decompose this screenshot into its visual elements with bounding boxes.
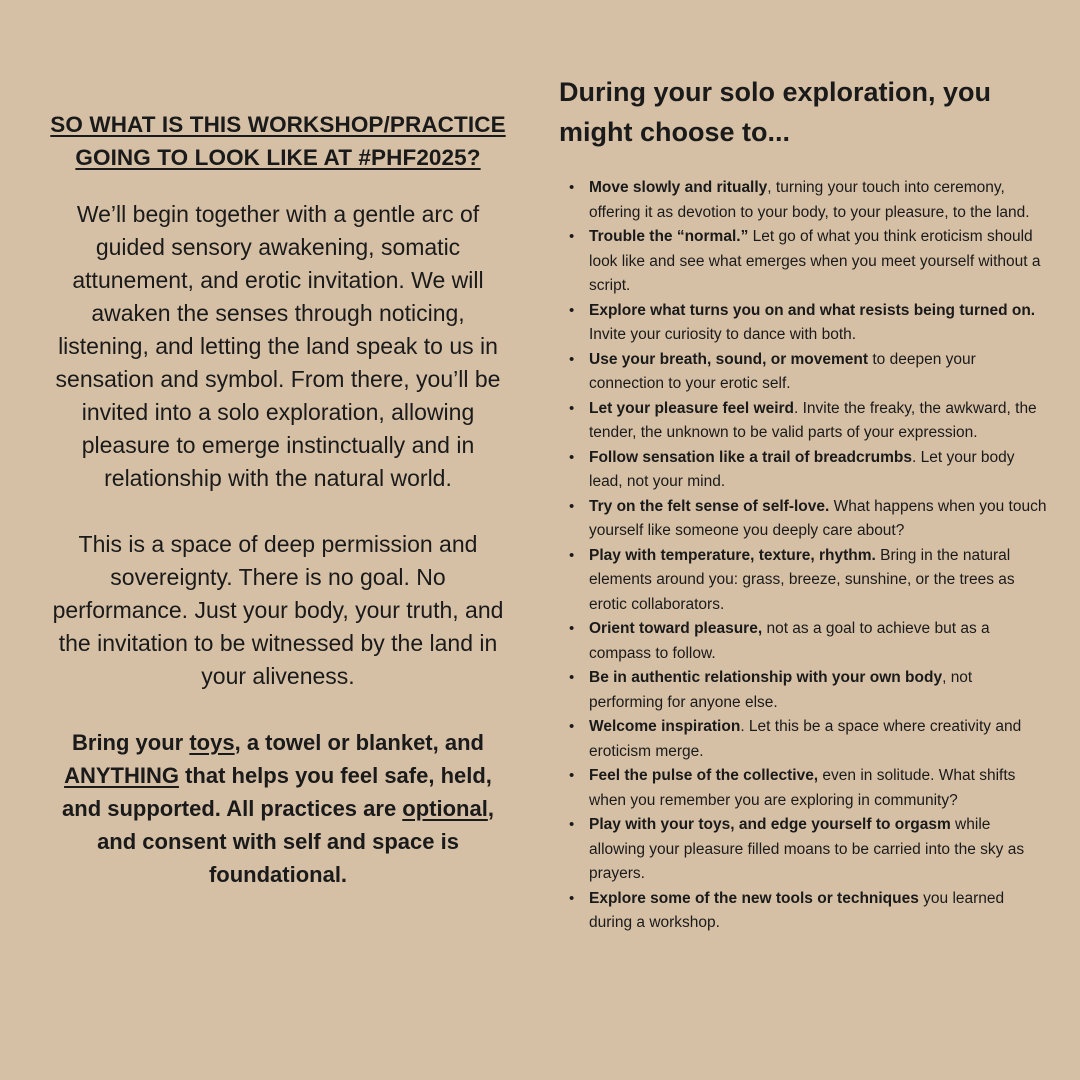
bring-text-3: that helps you feel safe, held, and supported. All practices are bbox=[62, 763, 492, 821]
list-item-bold: Explore what turns you on and what resists being turned on. bbox=[589, 301, 1036, 319]
list-item-bold: Explore some of the new tools or techniques bbox=[589, 889, 919, 907]
section-heading: SO WHAT IS THIS WORKSHOP/PRACTICE GOING TO LOOK LIKE AT #PHF2025? bbox=[50, 112, 506, 170]
list-item-text: to deepen your connection to your erotic self. bbox=[589, 350, 976, 392]
list-item-bold: Let your pleasure feel weird bbox=[589, 399, 795, 417]
list-item-bold: Use your breath, sound, or movement bbox=[589, 350, 869, 368]
list-item-text: Bring in the natural elements around you: grass, breeze, sunshine, or the trees as erotic collaborators. bbox=[589, 546, 1015, 613]
list-item-bold: Orient toward pleasure, bbox=[589, 620, 763, 637]
bring-text-2: , a towel or blanket, and bbox=[234, 730, 484, 755]
list-item-text: Let go of what you think eroticism should look like and see what emerges when you meet yourself without a script. bbox=[589, 228, 1041, 294]
list-item bbox=[559, 544, 1049, 618]
list-item-bold: Follow sensation like a trail of breadcrumbs bbox=[589, 448, 912, 466]
bring-underlined-toys: toys bbox=[189, 730, 235, 755]
right-column bbox=[559, 72, 1049, 936]
list-item-bold: Welcome inspiration bbox=[589, 718, 741, 735]
bullet-icon: • bbox=[569, 816, 575, 833]
bullet-icon: • bbox=[569, 399, 575, 417]
list-item bbox=[559, 764, 1049, 813]
list-item-bold: Be in authentic relationship with your own body bbox=[589, 669, 943, 686]
list-item-text: , not performing for anyone else. bbox=[589, 669, 973, 711]
list-item-bold: Move slowly and ritually bbox=[589, 179, 768, 196]
bullet-icon: • bbox=[569, 497, 575, 515]
list-item-text: . Let this be a space where creativity and eroticism merge. bbox=[589, 718, 1022, 760]
list-item-text: not as a goal to achieve but as a compass to follow. bbox=[589, 620, 990, 662]
list-item bbox=[559, 813, 1049, 887]
list-item bbox=[559, 348, 1049, 397]
list-item bbox=[559, 617, 1049, 666]
bullet-icon: • bbox=[569, 669, 575, 686]
intro-paragraph: We’ll begin together with a gentle arc of guided sensory awakening, somatic attunement, and erotic invitation. We will awaken the senses through noticing, listening, and letting the land speak to us in sensation and symbol. From there, you’ll be invited into a solo exploration, allowing pleasure to emerge instinctually and in relationship with the natural world. bbox=[55, 201, 501, 491]
bullet-icon: • bbox=[569, 301, 575, 319]
list-item-text: while allowing your pleasure filled moans to be carried into the sky as prayers. bbox=[589, 816, 1025, 882]
list-item bbox=[559, 666, 1049, 715]
list-item-text: . Let your body lead, not your mind. bbox=[589, 448, 1015, 490]
bullet-icon: • bbox=[569, 767, 575, 784]
list-item-bold: Feel the pulse of the collective, bbox=[589, 767, 819, 784]
list-item bbox=[559, 446, 1049, 495]
list-item-bold: Play with your toys, and edge yourself to orgasm bbox=[589, 816, 951, 833]
list-item bbox=[559, 225, 1049, 299]
list-item bbox=[559, 887, 1049, 936]
list-item-text: , turning your touch into ceremony, offering it as devotion to your body, to your pleasure, to the land. bbox=[589, 179, 1030, 221]
list-item-text: you learned during a workshop. bbox=[589, 889, 1005, 931]
list-item-text: . Invite the freaky, the awkward, the tender, the unknown to be valid parts of your expression. bbox=[589, 399, 1037, 441]
list-item bbox=[559, 299, 1049, 348]
list-item-text: What happens when you touch yourself like someone you deeply care about? bbox=[589, 497, 1047, 539]
bullet-icon: • bbox=[569, 546, 575, 564]
bullet-icon: • bbox=[569, 448, 575, 466]
left-column bbox=[46, 108, 510, 891]
list-item bbox=[559, 495, 1049, 544]
bring-text-4: , and consent with self and space is foundational. bbox=[97, 796, 494, 887]
list-item-text: even in solitude. What shifts when you remember you are exploring in community? bbox=[589, 767, 1016, 809]
bullet-icon: • bbox=[569, 179, 575, 196]
permission-paragraph: This is a space of deep permission and sovereignty. There is no goal. No performance. Just your body, your truth, and the invitation to be witnessed by the land in your aliveness. bbox=[52, 531, 504, 689]
bullet-icon: • bbox=[569, 620, 575, 637]
bullet-icon: • bbox=[569, 228, 575, 245]
bring-underlined-anything: ANYTHING bbox=[64, 763, 179, 788]
list-item bbox=[559, 715, 1049, 764]
list-item-bold: Play with temperature, texture, rhythm. bbox=[589, 546, 876, 564]
list-item-bold: Trouble the “normal.” bbox=[589, 228, 749, 245]
list-item-bold: Try on the felt sense of self-love. bbox=[589, 497, 830, 515]
bring-text-1: Bring your bbox=[72, 730, 190, 755]
exploration-list bbox=[559, 176, 1049, 936]
right-title: During your solo exploration, you might choose to... bbox=[559, 77, 992, 147]
bullet-icon: • bbox=[569, 889, 575, 907]
bullet-icon: • bbox=[569, 718, 575, 735]
list-item bbox=[559, 176, 1049, 225]
list-item bbox=[559, 397, 1049, 446]
bring-underlined-optional: optional bbox=[402, 796, 488, 821]
bring-items-paragraph bbox=[46, 726, 510, 891]
bullet-icon: • bbox=[569, 350, 575, 368]
list-item-text: Invite your curiosity to dance with both. bbox=[589, 326, 857, 343]
